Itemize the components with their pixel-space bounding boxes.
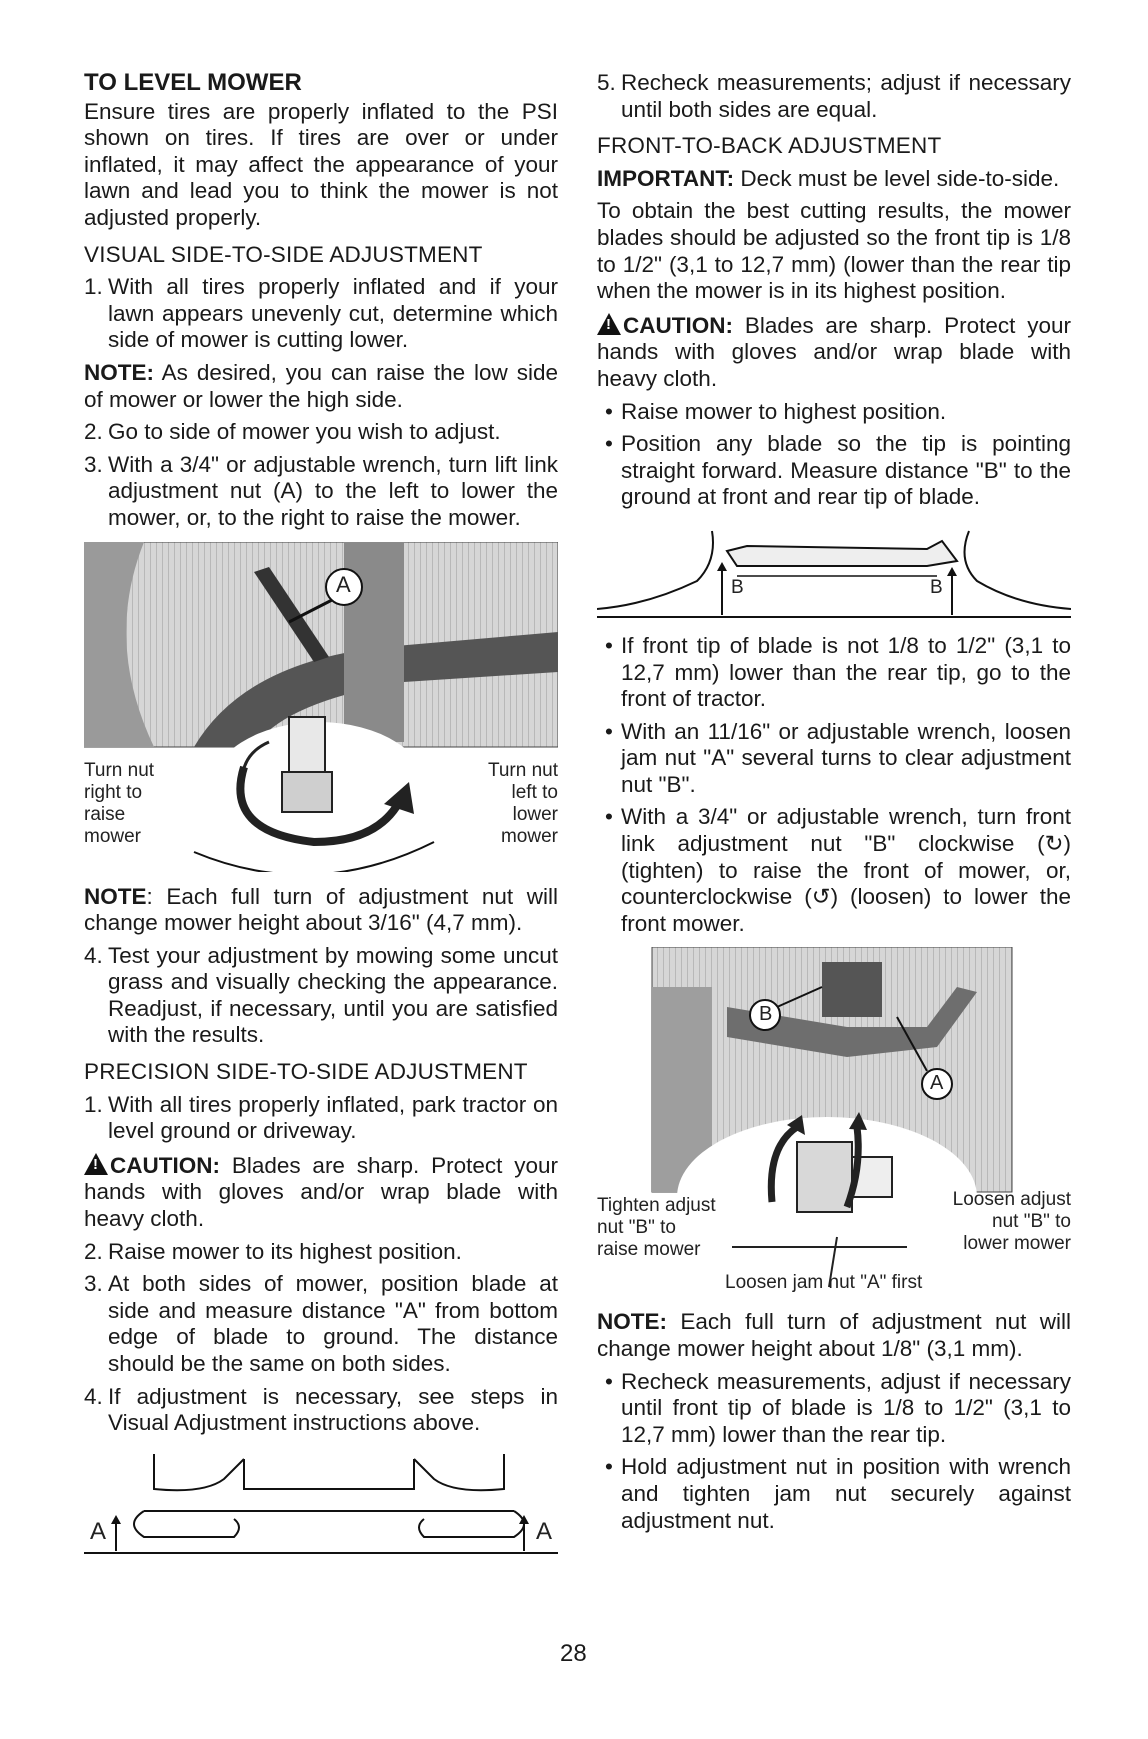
step-number: 3.	[84, 1271, 103, 1297]
caution-label: CAUTION:	[623, 312, 733, 338]
subheading-visual-adjustment: VISUAL SIDE-TO-SIDE ADJUSTMENT	[84, 241, 483, 267]
list-item	[597, 804, 1071, 937]
step-text: With a 3/4" or adjustable wrench, turn lift link adjustment nut (A) to the left to lower the mower, or, to the right to raise the mower.	[108, 451, 558, 530]
note-label: NOTE:	[597, 1309, 667, 1335]
list-item	[84, 1384, 558, 1437]
note-text: Each full turn of adjustment nut will change mower height about 1/8" (3,1 mm).	[597, 1309, 1071, 1362]
section-heading-level-mower: TO LEVEL MOWER	[84, 69, 302, 96]
warning-icon	[84, 1153, 108, 1175]
note-paragraph	[84, 360, 558, 413]
caution-text: Blades are sharp. Protect your hands with gloves and/or wrap blade with heavy cloth.	[597, 312, 1071, 391]
list-item	[84, 943, 558, 1049]
fig3-label-right: B	[930, 576, 943, 598]
fig4-caption-right: Loosen adjust nut "B" to lower mower	[952, 1189, 1071, 1255]
step-text: Raise mower to its highest position.	[108, 1238, 462, 1264]
side-blade-illustration	[84, 1449, 558, 1559]
important-label: IMPORTANT:	[597, 165, 735, 191]
step-text: With all tires properly inflated and if your lawn appears unevenly cut, determine which side of mower is cutting lower.	[108, 274, 558, 353]
front-link-adjustment-figure	[597, 947, 1071, 1297]
step-number: 4.	[84, 942, 103, 968]
list-item	[84, 274, 558, 354]
bullet-text: With a 3/4" or adjustable wrench, turn front link adjustment nut "B" clockwise (↻) (tighten) to raise the front of mower, or, counterclockwise (↺) (loosen) to lower the front mower.	[621, 804, 1071, 936]
fig1-caption-right: Turn nut left to lower mower	[487, 759, 558, 847]
note-label: NOTE	[84, 883, 147, 909]
bullet: •	[605, 718, 613, 744]
subheading-precision-adjustment: PRECISION SIDE-TO-SIDE ADJUSTMENT	[84, 1059, 528, 1085]
caution-label: CAUTION:	[110, 1152, 220, 1178]
bullet: •	[605, 804, 613, 830]
bullet: •	[605, 1454, 613, 1480]
important-paragraph	[597, 166, 1071, 193]
fig4-caption-bottom: Loosen jam nut "A" first	[725, 1272, 923, 1294]
bullet: •	[605, 1368, 613, 1394]
note-paragraph	[84, 884, 558, 937]
step-text: If adjustment is necessary, see steps in Visual Adjustment instructions above.	[108, 1383, 558, 1436]
step-text: Test your adjustment by mowing some uncut grass and visually checking the appearance. Readjust, if necessary, until you are satisfied with the results.	[108, 942, 558, 1048]
note-label: NOTE:	[84, 359, 154, 385]
step-number: 2.	[84, 1238, 103, 1264]
list-item	[597, 719, 1071, 799]
page-number: 28	[560, 1640, 587, 1667]
caution-paragraph	[84, 1151, 558, 1233]
step-text: Go to side of mower you wish to adjust.	[108, 419, 501, 445]
step-number: 5.	[597, 70, 616, 95]
step-text: Recheck measurements; adjust if necessary until both sides are equal.	[621, 70, 1071, 122]
lift-link-adjustment-figure	[84, 542, 558, 872]
bullet-text: Raise mower to highest position.	[621, 398, 947, 424]
right-column	[597, 70, 1071, 1540]
blade-tip-measure-figure	[597, 521, 1071, 621]
bullet-text: Position any blade so the tip is pointing straight forward. Measure distance "B" to the ground at front and rear tip of blade.	[621, 431, 1071, 510]
warning-icon	[597, 313, 621, 335]
fig4-label-a: A	[930, 1072, 944, 1095]
list-item	[597, 70, 1071, 123]
list-item	[84, 419, 558, 446]
bullet-text: If front tip of blade is not 1/8 to 1/2" (3,1 to 12,7 mm) lower than the rear tip, go to the front of tractor.	[621, 632, 1071, 712]
caution-text: Blades are sharp. Protect your hands with gloves and/or wrap blade with heavy cloth.	[84, 1152, 558, 1232]
level-mower-text: Ensure tires are properly inflated to the PSI shown on tires. If tires are over or under inflated, it may affect the appearance of your lawn and lead you to think the mower is not adjusted properly.	[84, 98, 558, 230]
step-text: With all tires properly inflated, park tractor on level ground or driveway.	[108, 1091, 558, 1144]
fig1-caption-left: Turn nut right to raise mower	[84, 759, 155, 847]
list-item	[84, 1239, 558, 1266]
step-text: At both sides of mower, position blade at side and measure distance "A" from bottom edge of blade to ground. The distance should be the same on both sides.	[108, 1271, 558, 1376]
blade-tip-illustration	[597, 521, 1071, 621]
bullet: •	[605, 398, 613, 424]
caution-paragraph	[597, 311, 1071, 393]
fig2-label-right: A	[536, 1517, 553, 1545]
step-number: 3.	[84, 451, 103, 477]
subheading-front-to-back: FRONT-TO-BACK ADJUSTMENT	[597, 133, 942, 159]
bullet-text: Hold adjustment nut in position with wrench and tighten jam nut securely against adjustment nut.	[621, 1454, 1071, 1533]
fig4-caption-left: Tighten adjust nut "B" to raise mower	[597, 1195, 716, 1261]
step-number: 2.	[84, 419, 103, 445]
list-item	[597, 1369, 1071, 1449]
front-to-back-text: To obtain the best cutting results, the mower blades should be adjusted so the front tip is 1/8 to 1/2" (3,1 to 12,7 mm) (lower than the rear tip when the mower is in its highest position.	[597, 198, 1071, 304]
list-item	[84, 1092, 558, 1145]
fig1-label-a: A	[336, 571, 351, 597]
list-item	[597, 1454, 1071, 1534]
bullet-text: With an 11/16" or adjustable wrench, loosen jam nut "A" several turns to clear adjustment nut "B".	[621, 718, 1071, 797]
note-text: As desired, you can raise the low side of mower or lower the high side.	[84, 359, 558, 412]
note-text: : Each full turn of adjustment nut will change mower height about 3/16" (4,7 mm).	[84, 883, 558, 936]
bullet: •	[605, 632, 613, 658]
list-item	[84, 1271, 558, 1377]
list-item	[597, 431, 1071, 511]
step-number: 4.	[84, 1383, 103, 1409]
fig4-label-b: B	[759, 1003, 773, 1026]
step-number: 1.	[84, 274, 103, 300]
bullet-text: Recheck measurements, adjust if necessary until front tip of blade is 1/8 to 1/2" (3,1 to 12,7 mm) lower than the rear tip.	[621, 1368, 1071, 1447]
left-column	[84, 70, 558, 1571]
important-text: Deck must be level side-to-side.	[740, 165, 1060, 191]
list-item	[597, 399, 1071, 426]
bullet: •	[605, 431, 613, 457]
list-item	[597, 633, 1071, 713]
list-item	[84, 452, 558, 532]
side-blade-measure-figure	[84, 1449, 558, 1559]
fig3-label-left: B	[731, 576, 744, 598]
note-paragraph	[597, 1309, 1071, 1362]
step-number: 1.	[84, 1091, 103, 1117]
fig2-label-left: A	[90, 1517, 107, 1545]
lift-link-illustration	[84, 542, 558, 872]
